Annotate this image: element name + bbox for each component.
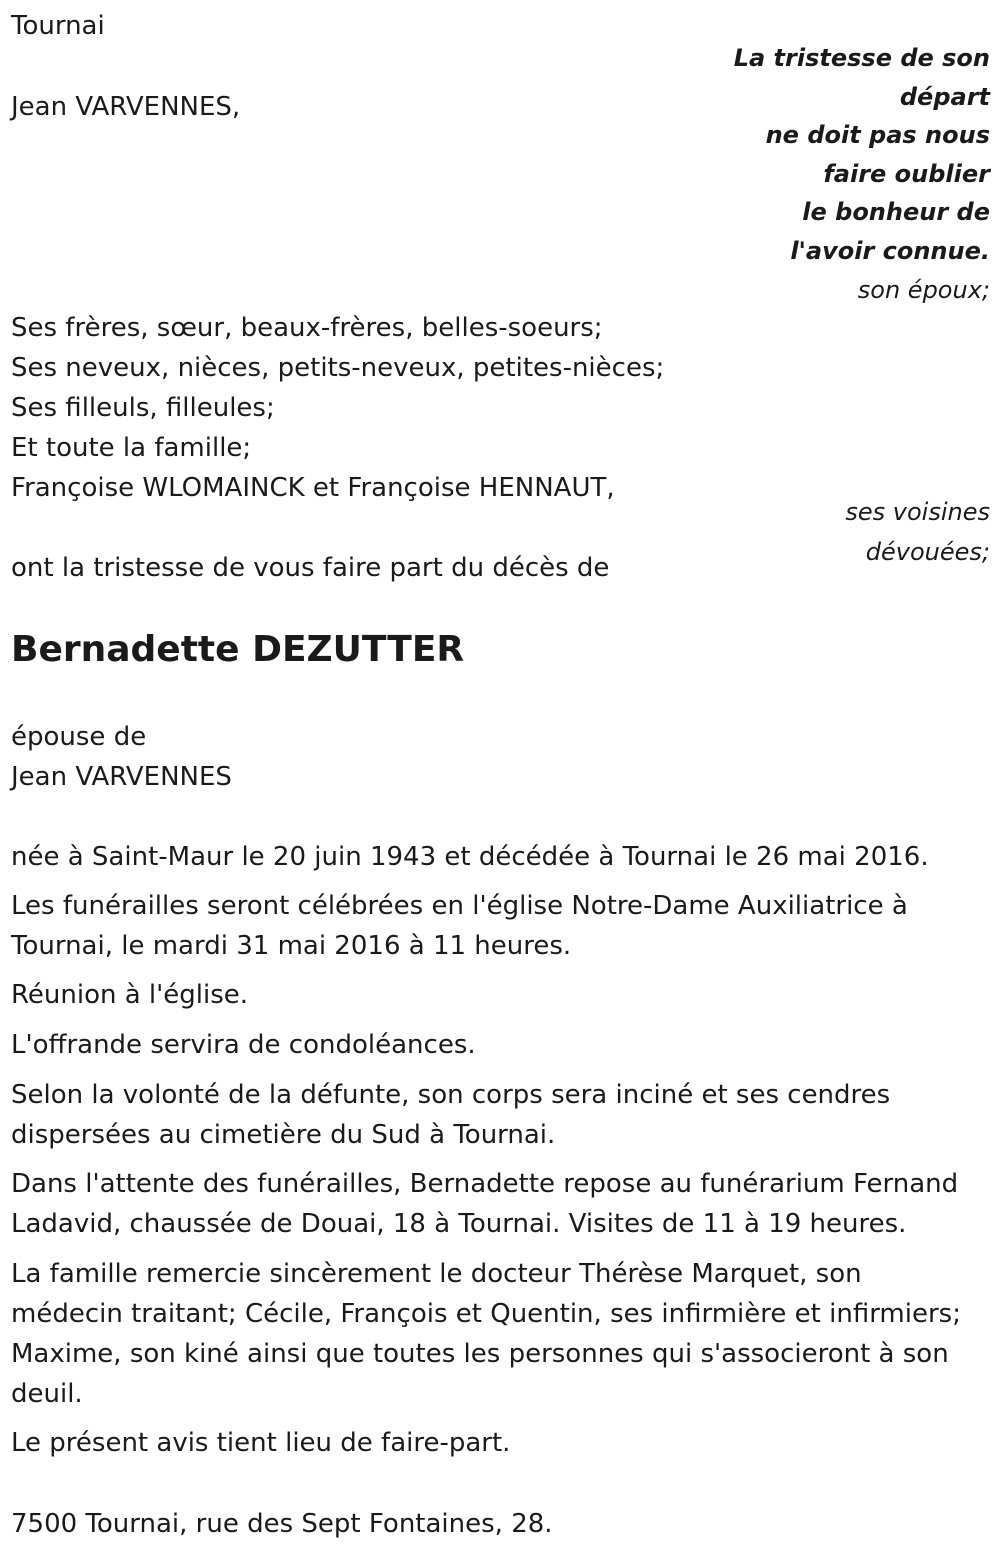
family-line-2: Ses neveux, nièces, petits-neveux, petites-nièces; — [11, 353, 665, 383]
quote-line-1: La tristesse de son — [733, 44, 990, 72]
notice-text: Le présent avis tient lieu de faire-part. — [11, 1428, 511, 1458]
deceased-name: Bernadette DEZUTTER — [11, 629, 465, 670]
address-text: 7500 Tournai, rue des Sept Fontaines, 28. — [11, 1509, 553, 1539]
thanks-text-3: Maxime, son kiné ainsi que toutes les personnes qui s'associeront à son — [11, 1339, 949, 1369]
neighbours-role-2: dévouées; — [865, 538, 990, 566]
neighbours-role-1: ses voisines — [845, 498, 990, 526]
cremation-text-1: Selon la volonté de la défunte, son corps sera inciné et ses cendres — [11, 1080, 891, 1110]
meeting-text: Réunion à l'église. — [11, 980, 249, 1010]
quote-line-3: ne doit pas nous — [765, 121, 990, 149]
deceased-spouse: Jean VARVENNES — [11, 762, 232, 792]
family-line-5: Françoise WLOMAINCK et Françoise HENNAUT, — [11, 473, 615, 503]
relation-text: épouse de — [11, 722, 147, 752]
offering-text: L'offrande servira de condoléances. — [11, 1030, 476, 1060]
quote-line-2: départ — [899, 83, 990, 111]
spouse-role: son époux; — [857, 276, 990, 304]
funeral-text-1: Les funérailles seront célébrées en l'église Notre-Dame Auxiliatrice à — [11, 891, 908, 921]
quote-line-6: l'avoir connue. — [790, 237, 990, 265]
city-heading: Tournai — [11, 11, 105, 41]
family-line-3: Ses filleuls, filleules; — [11, 393, 275, 423]
rest-text-2: Ladavid, chaussée de Douai, 18 à Tournai. Visites de 11 à 19 heures. — [11, 1209, 907, 1239]
thanks-text-2: médecin traitant; Cécile, François et Quentin, ses infirmière et infirmiers; — [11, 1299, 961, 1329]
announcement-text: ont la tristesse de vous faire part du décès de — [11, 553, 610, 583]
quote-line-5: le bonheur de — [802, 198, 990, 226]
family-line-1: Ses frères, sœur, beaux-frères, belles-soeurs; — [11, 313, 603, 343]
thanks-text-4: deuil. — [11, 1379, 83, 1409]
spouse-name: Jean VARVENNES, — [11, 92, 241, 122]
birth-death-text: née à Saint-Maur le 20 juin 1943 et décédée à Tournai le 26 mai 2016. — [11, 842, 929, 872]
family-line-4: Et toute la famille; — [11, 433, 252, 463]
quote-line-4: faire oublier — [823, 160, 990, 188]
rest-text-1: Dans l'attente des funérailles, Bernadette repose au funérarium Fernand — [11, 1169, 959, 1199]
thanks-text-1: La famille remercie sincèrement le docteur Thérèse Marquet, son — [11, 1259, 862, 1289]
funeral-text-2: Tournai, le mardi 31 mai 2016 à 11 heures. — [11, 931, 572, 961]
cremation-text-2: dispersées au cimetière du Sud à Tournai. — [11, 1120, 556, 1150]
